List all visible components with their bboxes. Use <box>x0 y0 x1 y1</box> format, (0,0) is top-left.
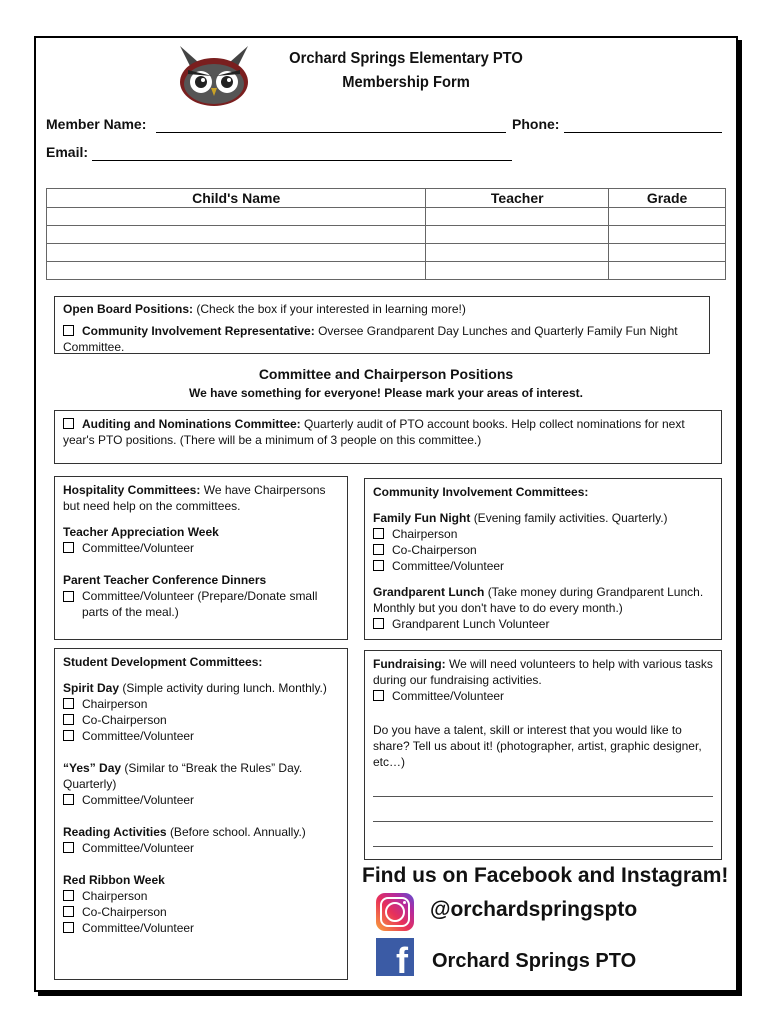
teacher-appreciation-title: Teacher Appreciation Week <box>63 525 219 539</box>
talent-answer-line[interactable] <box>373 821 713 822</box>
child-name-cell[interactable] <box>47 244 426 262</box>
owl-logo <box>176 44 252 108</box>
membership-form <box>34 36 738 992</box>
instagram-icon[interactable] <box>376 893 414 931</box>
auditing-title: Auditing and Nominations Committee: <box>82 417 301 431</box>
grade-cell[interactable] <box>609 226 726 244</box>
social-heading: Find us on Facebook and Instagram! <box>362 864 729 887</box>
form-title-line1: Orchard Springs Elementary PTO <box>289 50 523 67</box>
ffn-option: Chairperson <box>392 527 458 541</box>
grade-cell[interactable] <box>609 244 726 262</box>
grade-cell[interactable] <box>609 208 726 226</box>
fundraising-title: Fundraising: <box>373 657 446 671</box>
teacher-header: Teacher <box>426 189 609 208</box>
ptc-dinners-option: Committee/Volunteer (Prepare/Donate small parts of the meal.) <box>82 589 318 619</box>
hospitality-title: Hospitality Committees: <box>63 483 201 497</box>
family-fun-night-desc: (Evening family activities. Quarterly.) <box>473 511 668 525</box>
table-row[interactable] <box>47 262 726 280</box>
teacher-cell[interactable] <box>426 244 609 262</box>
facebook-icon[interactable]: f <box>376 938 414 976</box>
auditing-checkbox[interactable] <box>63 418 74 429</box>
child-name-cell[interactable] <box>47 262 426 280</box>
yes-day-title: “Yes” Day <box>63 761 122 775</box>
children-table <box>46 188 726 280</box>
spirit-day-desc: (Simple activity during lunch. Monthly.) <box>122 681 327 695</box>
facebook-page-name[interactable]: Orchard Springs PTO <box>432 950 637 972</box>
reading-checkbox[interactable] <box>63 842 74 853</box>
ptc-dinners-title: Parent Teacher Conference Dinners <box>63 573 267 587</box>
table-header-row <box>47 189 726 208</box>
community-box <box>364 478 722 640</box>
spirit-chair-checkbox[interactable] <box>63 698 74 709</box>
community-rep-checkbox[interactable] <box>63 325 74 336</box>
child-name-cell[interactable] <box>47 226 426 244</box>
committee-heading: Committee and Chairperson Positions <box>258 366 514 382</box>
table-row[interactable] <box>47 208 726 226</box>
reading-option: Committee/Volunteer <box>82 841 195 855</box>
phone-field[interactable] <box>564 132 722 133</box>
talent-answer-line[interactable] <box>373 796 713 797</box>
spirit-option: Chairperson <box>82 697 148 711</box>
ptc-dinners-checkbox[interactable] <box>63 591 74 602</box>
reading-title: Reading Activities <box>63 825 167 839</box>
table-row[interactable] <box>47 244 726 262</box>
ribbon-option: Chairperson <box>82 889 148 903</box>
ffn-option: Co-Chairperson <box>392 543 477 557</box>
open-board-box <box>54 296 710 354</box>
community-rep-title: Community Involvement Representative: <box>82 324 315 338</box>
table-row[interactable] <box>47 226 726 244</box>
teacher-appreciation-option: Committee/Volunteer <box>82 541 195 555</box>
spirit-option: Co-Chairperson <box>82 713 167 727</box>
fundraising-checkbox[interactable] <box>373 690 384 701</box>
yes-day-desc: (Similar to “Break the Rules” Day. Quarterly) <box>63 761 303 791</box>
ribbon-cochair-checkbox[interactable] <box>63 906 74 917</box>
ffn-volunteer-checkbox[interactable] <box>373 560 384 571</box>
spirit-cochair-checkbox[interactable] <box>63 714 74 725</box>
community-title: Community Involvement Committees: <box>373 485 589 499</box>
spirit-day-title: Spirit Day <box>63 681 120 695</box>
member-name-field[interactable] <box>156 132 506 133</box>
member-name-label: Member Name: <box>46 116 147 132</box>
grade-header: Grade <box>609 189 726 208</box>
phone-label: Phone: <box>512 116 560 132</box>
instagram-handle[interactable]: @orchardspringspto <box>430 898 638 921</box>
teacher-cell[interactable] <box>426 226 609 244</box>
auditing-box <box>54 410 722 464</box>
hospitality-box <box>54 476 348 640</box>
grandparent-lunch-checkbox[interactable] <box>373 618 384 629</box>
child-name-cell[interactable] <box>47 208 426 226</box>
grandparent-lunch-title: Grandparent Lunch <box>373 585 485 599</box>
student-dev-title: Student Development Committees: <box>63 655 263 669</box>
auditing-desc: Quarterly audit of PTO account books. Help collect nominations for next year's PTO positions. (There will be a minimum of 3 people on this committee.) <box>63 417 685 447</box>
reading-desc: (Before school. Annually.) <box>169 825 306 839</box>
fundraising-desc: We will need volunteers to help with various tasks during our fundraising activities. <box>373 657 713 687</box>
teacher-appreciation-checkbox[interactable] <box>63 542 74 553</box>
spirit-option: Committee/Volunteer <box>82 729 195 743</box>
ribbon-volunteer-checkbox[interactable] <box>63 922 74 933</box>
spirit-volunteer-checkbox[interactable] <box>63 730 74 741</box>
grandparent-lunch-desc: (Take money during Grandparent Lunch. Monthly but you don't have to do every month.) <box>373 585 704 615</box>
email-label: Email: <box>46 144 89 160</box>
ribbon-chair-checkbox[interactable] <box>63 890 74 901</box>
ribbon-option: Co-Chairperson <box>82 905 167 919</box>
ribbon-option: Committee/Volunteer <box>82 921 195 935</box>
teacher-cell[interactable] <box>426 262 609 280</box>
family-fun-night-title: Family Fun Night <box>373 511 471 525</box>
hospitality-desc: We have Chairpersons but need help on the committees. <box>63 483 326 513</box>
form-title-line2: Membership Form <box>342 74 470 91</box>
open-board-heading: Open Board Positions: <box>63 302 194 316</box>
fundraising-option: Committee/Volunteer <box>392 689 505 703</box>
committee-subheading: We have something for everyone! Please mark your areas of interest. <box>189 386 583 400</box>
open-board-note: (Check the box if your interested in learning more!) <box>196 302 466 316</box>
grade-cell[interactable] <box>609 262 726 280</box>
talent-question: Do you have a talent, skill or interest that you would like to share? Tell us about it! (photographer, artist, graphic designer, etc…) <box>373 723 702 769</box>
ffn-chairperson-checkbox[interactable] <box>373 528 384 539</box>
email-field[interactable] <box>92 160 512 161</box>
yes-day-option: Committee/Volunteer <box>82 793 195 807</box>
red-ribbon-title: Red Ribbon Week <box>63 873 165 887</box>
student-development-box <box>54 648 348 980</box>
yes-day-checkbox[interactable] <box>63 794 74 805</box>
talent-answer-line[interactable] <box>373 846 713 847</box>
ffn-cochair-checkbox[interactable] <box>373 544 384 555</box>
grandparent-lunch-option: Grandparent Lunch Volunteer <box>392 617 550 631</box>
ffn-option: Committee/Volunteer <box>392 559 505 573</box>
child-name-header: Child's Name <box>47 189 426 208</box>
community-rep-desc: Oversee Grandparent Day Lunches and Quarterly Family Fun Night Committee. <box>63 324 678 354</box>
fundraising-box <box>364 650 722 860</box>
teacher-cell[interactable] <box>426 208 609 226</box>
